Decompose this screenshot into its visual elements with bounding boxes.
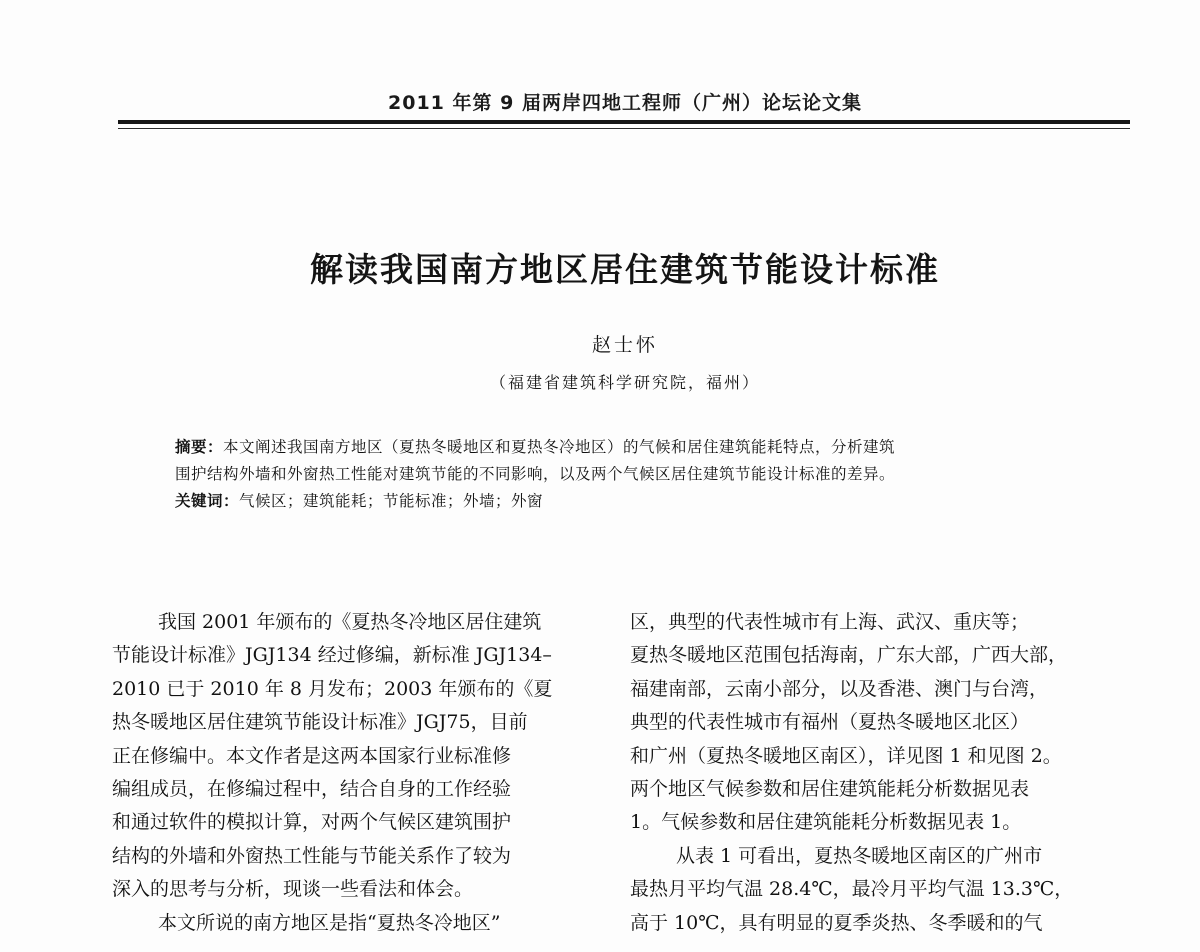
body-line: 结构的外墙和外窗热工性能与节能关系作了较为 — [112, 844, 512, 867]
body-line: 2010 已于 2010 年 8 月发布；2003 年颁布的《夏 — [112, 677, 553, 700]
body-line: 和通过软件的模拟计算，对两个气候区建筑围护 — [112, 811, 512, 834]
body-line: 我国 2001 年颁布的《夏热冬冷地区居住建筑 — [158, 611, 542, 633]
keywords-text: 气候区；建筑能耗；节能标准；外墙；外窗 — [239, 492, 544, 510]
abstract-label: 摘要： — [175, 438, 224, 456]
running-header: 2011 年第 9 届两岸四地工程师（广州）论坛论文集 — [388, 92, 862, 114]
body-column-left — [112, 606, 592, 940]
body-line: 从表 1 可看出，夏热冬暖地区南区的广州市 — [676, 844, 1043, 867]
header-rule-thin — [118, 128, 1130, 129]
body-line: 福建南部，云南小部分，以及香港、澳门与台湾， — [630, 677, 1049, 700]
keywords-label: 关键词： — [175, 492, 240, 510]
body-line: 编组成员，在修编过程中，结合自身的工作经验 — [112, 778, 512, 801]
body-line: 热冬暖地区居住建筑节能设计标准》JGJ75，目前 — [112, 711, 528, 734]
body-line: 两个地区气候参数和居住建筑能耗分析数据见表 — [630, 778, 1030, 801]
body-line: 正在修编中。本文作者是这两本国家行业标准修 — [112, 744, 512, 767]
body-line: 节能设计标准》JGJ134 经过修编，新标准 JGJ134– — [112, 644, 552, 667]
body-line: 典型的代表性城市有福州（夏热冬暖地区北区） — [630, 711, 1030, 734]
body-line: 深入的思考与分析，现谈一些看法和体会。 — [112, 878, 474, 901]
body-line: 区，典型的代表性城市有上海、武汉、重庆等； — [630, 611, 1030, 633]
abstract-text: 本文阐述我国南方地区（夏热冬暖地区和夏热冬冷地区）的气候和居住建筑能耗特点，分析建筑 — [223, 438, 896, 456]
body-line: 最热月平均气温 28.4℃，最冷月平均气温 13.3℃， — [630, 878, 1074, 901]
body-line: 夏热冬暖地区范围包括海南，广东大部，广西大部， — [630, 644, 1068, 667]
author-name: 赵士怀 — [591, 334, 658, 356]
abstract-line: 围护结构外墙和外窗热工性能对建筑节能的不同影响，以及两个气候区居住建筑节能设计标准的差异。 — [175, 465, 896, 483]
body-line: 本文所说的南方地区是指“夏热冬冷地区” — [158, 911, 501, 934]
keywords-line — [175, 488, 1055, 515]
author-affiliation: （福建省建筑科学研究院，福州） — [489, 373, 760, 392]
body-line: 高于 10℃，具有明显的夏季炎热、冬季暖和的气 — [630, 911, 1043, 934]
body-line: 1。气候参数和居住建筑能耗分析数据见表 1。 — [630, 811, 1022, 834]
paper-title: 解读我国南方地区居住建筑节能设计标准 — [310, 250, 940, 289]
abstract-block — [175, 434, 1055, 515]
abstract-line — [175, 434, 1055, 461]
header-rule-thick — [118, 120, 1130, 124]
body-column-right — [630, 606, 1130, 940]
body-line: 和广州（夏热冬暖地区南区），详见图 1 和见图 2。 — [630, 744, 1062, 767]
